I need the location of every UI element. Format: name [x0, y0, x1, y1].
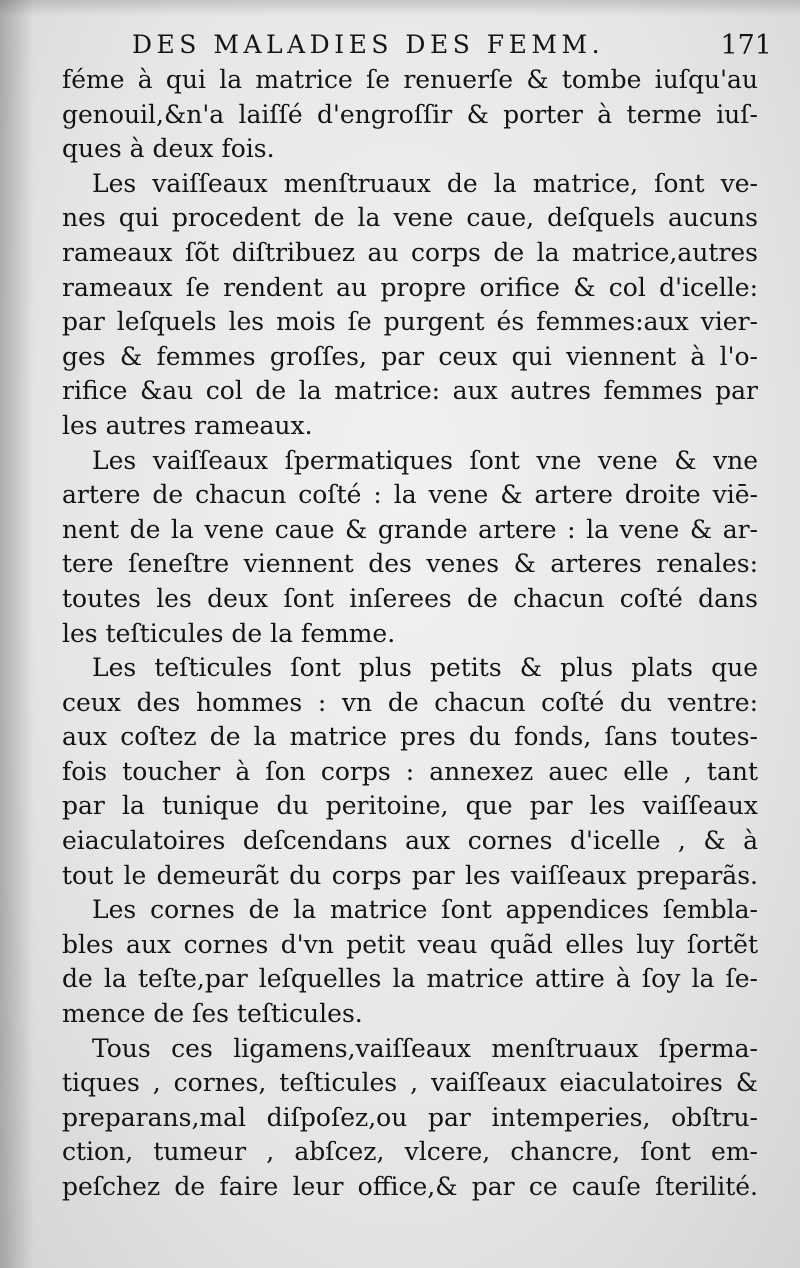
- text-line: les teſticules de la femme.: [62, 618, 396, 648]
- page-number: 171: [720, 30, 772, 61]
- text-line: rifice &au col de la matrice: aux autres femmes par: [62, 376, 758, 406]
- text-line: artere de chacun coſté : la vene & artere droite viē-: [62, 480, 758, 510]
- paragraph-3: [62, 444, 758, 652]
- gutter-shadow: [0, 0, 34, 1268]
- text-line: aux coſtez de la matrice pres du fonds, ſans toutes-: [62, 722, 758, 752]
- text-line: Les teſticules ſont plus petits & plus plats que: [92, 653, 758, 683]
- text-line: eiaculatoires deſcendans aux cornes d'icelle , & à: [62, 826, 758, 856]
- paragraph-6: [62, 1032, 758, 1205]
- body-text: [62, 63, 758, 1205]
- text-line: bles aux cornes d'vn petit veau quãd elles luy ſortẽt: [62, 929, 758, 959]
- running-title: DES MALADIES DES FEMM.: [132, 30, 605, 59]
- text-line: féme à qui la matrice ſe renuerſe & tombe iuſqu'au: [62, 65, 758, 94]
- text-line: ges & femmes groſſes, par ceux qui viennent à l'o-: [62, 341, 758, 371]
- text-line: mence de ſes teſticules.: [62, 999, 363, 1029]
- text-line: les autres rameaux.: [62, 410, 313, 440]
- text-line: nes qui procedent de la vene caue, deſquels aucuns: [62, 203, 758, 233]
- paragraph-4: [62, 651, 758, 893]
- text-line: de la teſte,par leſquelles la matrice attire à ſoy la ſe-: [62, 964, 758, 994]
- text-line: tiques , cornes, teſticules , vaiſſeaux eiaculatoires &: [62, 1068, 758, 1098]
- text-line: par leſquels les mois ſe purgent és femmes:aux vier-: [62, 307, 758, 337]
- paragraph-2: [62, 167, 758, 444]
- text-line: fois toucher à ſon corps : annexez auec elle , tant: [62, 756, 758, 786]
- text-line: nent de la vene caue & grande artere : la vene & ar-: [62, 514, 758, 544]
- text-line: genouil,&n'a laiſſé d'engroſſir & porter à terme iuſ-: [62, 99, 758, 129]
- text-line: ction, tumeur , abſcez, vlcere, chancre, ſont em-: [62, 1137, 758, 1167]
- text-line: rameaux ſõt diſtribuez au corps de la matrice,autres: [62, 237, 758, 267]
- text-line: preparans,mal diſpoſez,ou par intemperies, obſtru-: [62, 1102, 758, 1132]
- text-line: Tous ces ligamens,vaiſſeaux menſtruaux ſperma-: [92, 1033, 758, 1063]
- text-line: tere ſeneſtre viennent des venes & arteres renales:: [62, 549, 758, 579]
- paragraph-5: [62, 893, 758, 1031]
- top-edge-shadow: [0, 0, 800, 16]
- text-line: Les vaiſſeaux ſpermatiques ſont vne vene & vne: [92, 445, 758, 475]
- text-line: par la tunique du peritoine, que par les vaiſſeaux: [62, 791, 758, 821]
- text-line: ceux des hommes : vn de chacun coſté du ventre:: [62, 687, 758, 717]
- text-line: Les vaiſſeaux menſtruaux de la matrice, ſont ve-: [92, 168, 758, 198]
- text-line: ques à deux fois.: [62, 134, 275, 164]
- text-line: rameaux ſe rendent au propre orifice & col d'icelle:: [62, 272, 758, 302]
- text-line: toutes les deux ſont inſerees de chacun coſté dans: [62, 583, 758, 613]
- paragraph-1: [62, 63, 758, 167]
- text-line: Les cornes de la matrice ſont appendices ſembla-: [92, 895, 758, 925]
- text-line: tout le demeurãt du corps par les vaiſſeaux preparãs.: [62, 860, 758, 890]
- text-line: peſchez de faire leur office,& par ce cauſe ſterilité.: [62, 1172, 758, 1201]
